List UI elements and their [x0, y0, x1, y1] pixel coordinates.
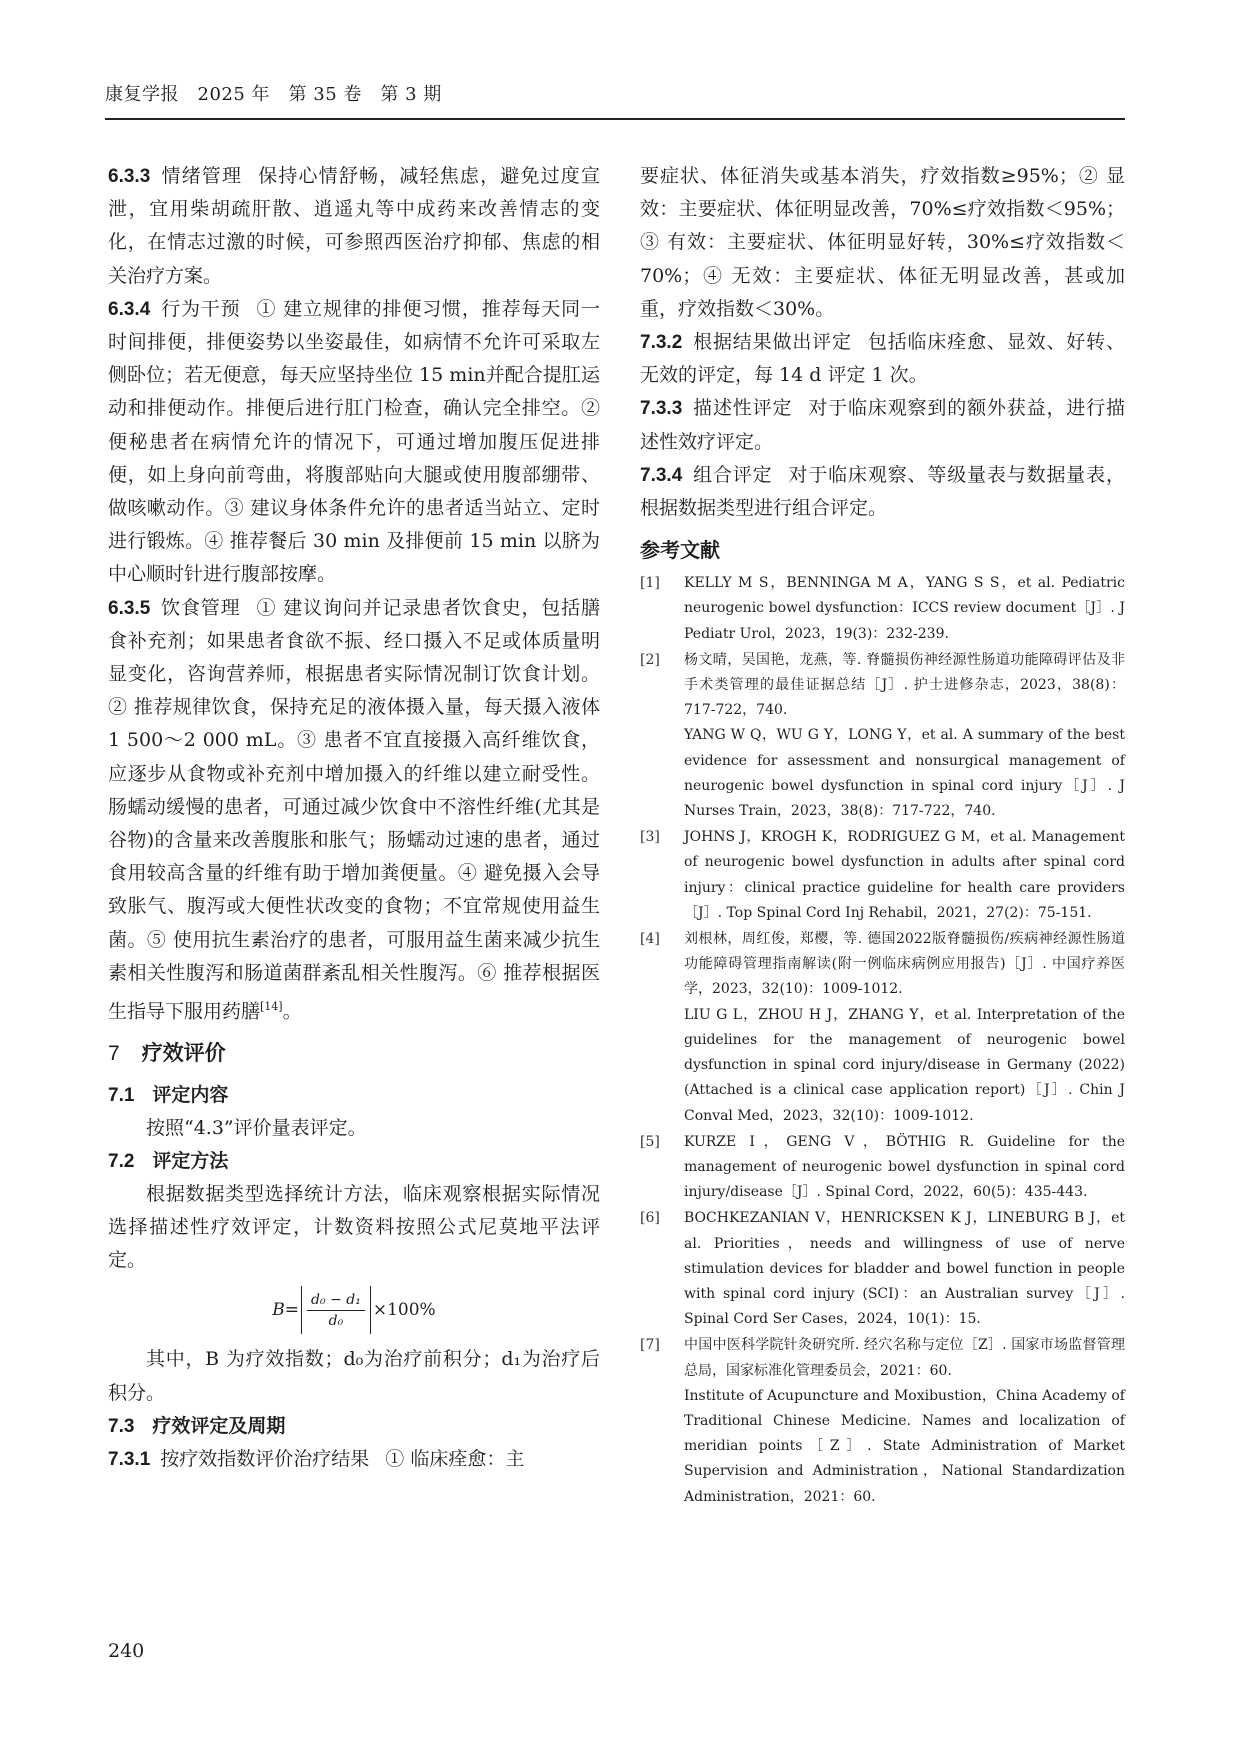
reference-line: KELLY M S，BENNINGA M A，YANG S S，et al. Pediatric neurogenic bowel dysfunction：ICCS review document［J］. J Pediatr Urol，2023，19(3)：232-239.	[684, 575, 1125, 642]
page-number: 240	[108, 1640, 145, 1662]
paragraph-7-3-1	[108, 1443, 600, 1476]
subsection-7-2-heading	[108, 1145, 600, 1178]
section-number: 7.2	[108, 1150, 135, 1172]
reference-text	[684, 1130, 1125, 1206]
reference-text	[684, 1333, 1125, 1509]
paragraph-7-3-3	[640, 392, 1125, 458]
paragraph-text: ① 建议询问并记录患者饮食史，包括膳食补充剂；如果患者食欲不振、经口摄入不足或体质量明显变化，咨询营养师，根据患者实际情况制订饮食计划。② 推荐规律饮食，保持充足的液体摄入量，每天摄入液体 1 500～2 000 mL。③ 患者不宜直接摄入高纤维饮食，应逐步从食物或补充剂中增加摄入的纤维以建立耐受性。肠蠕动缓慢的患者，可通过减少饮食中不溶性纤维(尤其是谷物)的含量来改善腹胀和胀气；肠蠕动过速的患者，通过食用较高含量的纤维有助于增加粪便量。④ 避免摄入会导致胀气、腹泻或大便性状改变的食物；不宜常规使用益生菌。⑤ 使用抗生素治疗的患者，可服用益生菌来减少抗生素相关性腹泻和肠道菌群紊乱相关性腹泻。⑥ 推荐根据医生指导下服用药膳	[108, 596, 600, 1023]
paragraph-text: 保持心情舒畅，减轻焦虑，避免过度宣泄，宜用柴胡疏肝散、逍遥丸等中成药来改善情志的变化，在情志过激的时候，可参照西医治疗抑郁、焦虑的相关治疗方案。	[108, 165, 600, 287]
reference-number: [2]	[640, 651, 660, 668]
reference-number: [7]	[640, 1337, 660, 1354]
subsection-7-1-heading	[108, 1079, 600, 1112]
citation: [14]	[260, 1000, 283, 1014]
section-heading: 行为干预	[160, 297, 241, 320]
section-number: 7.3.3	[640, 398, 683, 420]
section-heading: 描述性评定	[692, 397, 793, 420]
reference-number: [6]	[640, 1210, 660, 1227]
formula-numerator: d₀ − d₁	[307, 1292, 365, 1311]
reference-number: [1]	[640, 575, 660, 592]
reference-text	[684, 825, 1125, 926]
formula-denominator: d₀	[328, 1312, 344, 1329]
paragraph-text: ① 建立规律的排便习惯，推荐每天同一时间排便，排便姿势以坐姿最佳，如病情不允许可采取左侧卧位；若无便意，每天应坚持坐位 15 min并配合提肛运动和排便动作。排便后进行肛门检查，确认完全排空。② 便秘患者在病情允许的情况下，可通过增加腹压促进排便，如上身向前弯曲，将腹部贴向大腿或使用腹部绷带、做咳嗽动作。③ 建议身体条件允许的患者适当站立、定时进行锻炼。④ 推荐餐后 30 min 及排便前 15 min 以脐为中心顺时针进行腹部按摩。	[108, 297, 600, 586]
paragraph-7-2: 根据数据类型选择统计方法，临床观察根据实际情况选择描述性疗效评定，计数资料按照公式尼莫地平法评定。	[108, 1182, 600, 1272]
section-heading: 根据结果做出评定	[692, 331, 852, 354]
section-number: 6.3.5	[108, 597, 151, 619]
absolute-value-bars	[301, 1286, 371, 1334]
efficacy-formula	[108, 1279, 600, 1341]
paragraph-text: ① 临床痊愈：主	[385, 1447, 525, 1470]
reference-item	[640, 648, 1125, 824]
paragraph-text: 包括临床痊愈、显效、好转、无效的评定，每 14 d 评定 1 次。	[640, 331, 1125, 387]
reference-line: KURZE I，GENG V，BÖTHIG R. Guideline for the management of neurogenic bowel dysfunction in spinal cord injury/disease［J］. Spinal Cord，2022，60(5)：435-443.	[684, 1133, 1125, 1201]
section-number: 7.1	[108, 1084, 135, 1106]
section-number: 7.3.1	[108, 1448, 151, 1470]
reference-number: [4]	[640, 931, 660, 948]
running-header: 康复学报 2025 年 第 35 卷 第 3 期	[105, 84, 442, 105]
subsection-7-3-heading	[108, 1410, 600, 1443]
paragraph-6-3-3	[108, 160, 600, 293]
paragraph-7-1: 按照“4.3”评价量表评定。	[146, 1116, 367, 1139]
section-number: 6.3.3	[108, 166, 151, 187]
section-heading: 情绪管理	[160, 165, 243, 187]
paragraph-7-3-4	[640, 459, 1125, 525]
left-column	[108, 160, 600, 1476]
section-title: 评定内容	[152, 1083, 229, 1106]
reference-text	[684, 571, 1125, 647]
header-rule	[105, 118, 1125, 120]
reference-number: [5]	[640, 1133, 660, 1150]
reference-line: JOHNS J，KROGH K，RODRIGUEZ G M，et al. Management of neurogenic bowel dysfunction in adults after spinal cord injury：clinical practice guideline for health care providers［J］. Top Spinal Cord Inj Rehabil，2021，27(2)：75-151.	[684, 829, 1125, 921]
reference-line: Institute of Acupuncture and Moxibustion，China Academy of Traditional Chinese Medicine. Names and localization of meridian points［Z］. State Administration of Market Supervision and Administration，National Standardization Administration，2021：60.	[684, 1387, 1125, 1505]
paragraph-text: 对于临床观察、等级量表与数据量表，根据数据类型进行组合评定。	[640, 463, 1125, 520]
reference-list	[640, 571, 1125, 1510]
formula-multiplier: ×100%	[372, 1300, 436, 1321]
formula-fraction	[307, 1292, 365, 1329]
paragraph-7-3-1-continued: 要症状、体征消失或基本消失，疗效指数≥95%；② 显效：主要症状、体征明显改善，70%≤疗效指数＜95%；③ 有效：主要症状、体征明显好转，30%≤疗效指数＜70%；④ 无效：主要症状、体征无明显改善，甚或加重，疗效指数＜30%。	[640, 165, 1125, 320]
reference-item	[640, 825, 1125, 926]
paragraph-6-3-5	[108, 592, 600, 1029]
reference-line: LIU G L，ZHOU H J，ZHANG Y，et al. Interpretation of the guidelines for the management of neurogenic bowel dysfunction in spinal cord injury/disease in Germany (2022)(Attached is a clinical case application report)［J］. Chin J Conval Med，2023，32(10)：1009-1012.	[684, 1006, 1125, 1124]
section-number: 6.3.4	[108, 298, 151, 320]
reference-line: 中国中医科学院针灸研究所. 经穴名称与定位［Z］. 国家市场监督管理总局，国家标准化管理委员会，2021：60.	[684, 1337, 1125, 1379]
reference-item	[640, 1206, 1125, 1332]
reference-line: 杨文晴，吴国艳，龙燕，等. 脊髓损伤神经源性肠道功能障碍评估及非手术类管理的最佳证据总结［J］. 护士进修杂志，2023，38(8)：717-722，740.	[684, 651, 1125, 719]
reference-item	[640, 1130, 1125, 1206]
paragraph-text: 对于临床观察到的额外获益，进行描述性效疗评定。	[640, 397, 1125, 453]
paragraph-end: 。	[282, 1000, 302, 1023]
reference-item	[640, 571, 1125, 647]
reference-line: 刘根林，周红俊，郑樱，等. 德国2022版脊髓损伤/疾病神经源性肠道功能障碍管理指南解读(附一例临床病例应用报告)［J］. 中国疗养医学，2023，32(10)：1009-1012.	[684, 931, 1125, 998]
reference-line: YANG W Q，WU G Y，LONG Y，et al. A summary of the best evidence for assessment and nonsurgical management of neurogenic bowel dysfunction in spinal cord injury［J］. J Nurses Train，2023，38(8)：717-722，740.	[684, 727, 1125, 820]
paragraph-7-3-2	[640, 326, 1125, 392]
reference-text	[684, 648, 1125, 824]
section-number: 7.3.4	[640, 464, 683, 486]
section-number: 7	[108, 1041, 120, 1065]
right-column	[640, 160, 1125, 1511]
reference-item	[640, 927, 1125, 1129]
section-title: 疗效评价	[141, 1041, 226, 1065]
section-title: 疗效评定及周期	[152, 1414, 286, 1437]
references-heading: 参考文献	[640, 538, 720, 563]
section-heading: 按疗效指数评价治疗结果	[160, 1447, 370, 1470]
reference-line: BOCHKEZANIAN V，HENRICKSEN K J，LINEBURG B J，et al. Priorities，needs and willingness of use of nerve stimulation devices for bladder and bowel function in people with spinal cord injury (SCI)：an Australian survey［J］. Spinal Cord Ser Cases，2024，10(1)：15.	[684, 1210, 1125, 1328]
section-heading: 组合评定	[692, 463, 773, 486]
section-7-heading	[108, 1037, 600, 1071]
section-number: 7.3.2	[640, 332, 683, 354]
formula-explanation: 其中，B 为疗效指数；d₀为治疗前积分；d₁为治疗后积分。	[108, 1348, 600, 1404]
reference-text	[684, 1206, 1125, 1332]
reference-item	[640, 1333, 1125, 1509]
section-title: 评定方法	[152, 1149, 229, 1172]
reference-text	[684, 927, 1125, 1129]
section-number: 7.3	[108, 1415, 135, 1437]
paragraph-6-3-4	[108, 293, 600, 592]
formula-lhs: B=	[272, 1300, 300, 1321]
reference-number: [3]	[640, 829, 660, 846]
section-heading: 饮食管理	[160, 596, 241, 619]
